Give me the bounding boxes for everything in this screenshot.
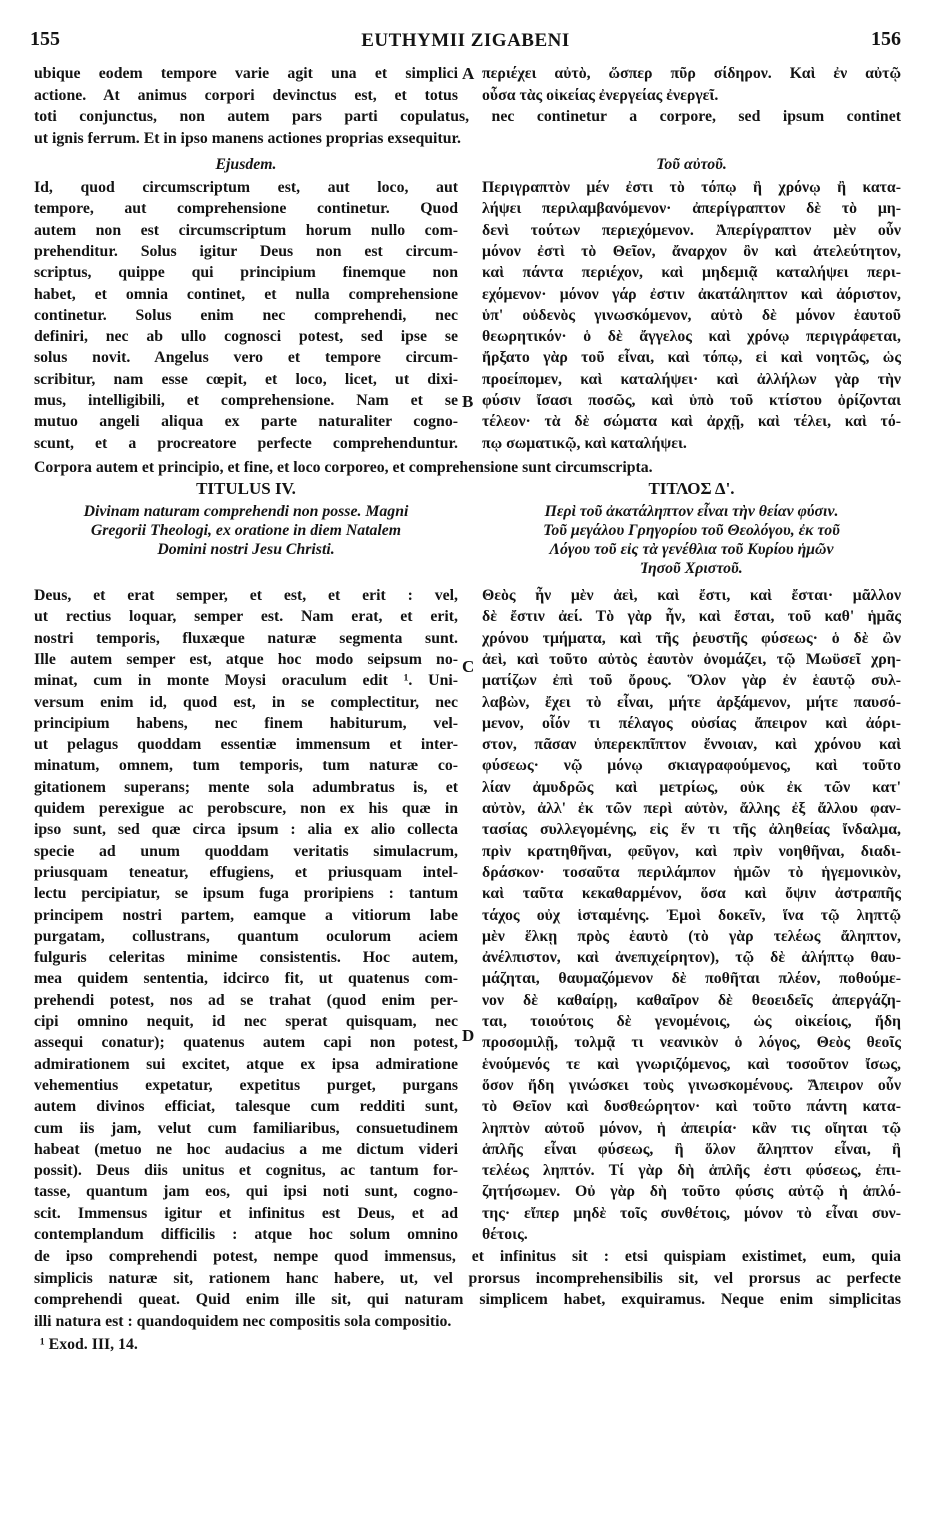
latin-line: principium habens, nec finem habiturum, vel- <box>34 714 458 732</box>
title-greek: ΤΙΤΛΟΣ Δ'. <box>648 479 735 498</box>
full-line: simplicis naturæ sit, rationem hanc habere, ut, vel prorsus incomprehensibilis sit, vel prorsus ac perfecte <box>34 1269 901 1287</box>
latin-line: prehendi potest, nos ad se trahat (quod enim per- <box>34 991 458 1009</box>
latin-line: cum iis jam, velut cum familiaribus, consuetudinem <box>34 1119 458 1137</box>
greek-line: Θεὸς ἦν μὲν ἀεὶ, καὶ ἔστι, καὶ ἔσται· μᾶλλον <box>482 587 901 604</box>
section-title-latin: Ejusdem. <box>215 156 277 173</box>
greek-line: της· εἴπερ μηδὲ τοῖς συνθέτοις, μόνον τὸ εἶναι συν- <box>482 1204 901 1222</box>
greek-line: χρόνου τμήματα, καὶ τῆς ῥευστῆς φύσεως· ὁ δὲ ὢν <box>482 629 901 647</box>
greek-line: ζητήσωμεν. Οὐ γὰρ δὴ τοῦτο φύσις αὐτῷ ἡ ἁπλό- <box>482 1183 901 1201</box>
full-line: de ipso comprehendi potest, nempe quod immensus, et infinitus sit : etsi quispiam existimet, eum, quia <box>34 1248 901 1266</box>
latin-line: assequi conatur); quatenus autem capi non potest, <box>34 1034 458 1052</box>
footnote: ¹ Exod. III, 14. <box>40 1336 138 1354</box>
latin-line: principem nostri partem, eamque a vitiorum labe <box>34 906 458 924</box>
title-sub-greek: Ἰησοῦ Χριστοῦ. <box>640 560 743 577</box>
greek-line: στον, πᾶσαν ὑπερεκπῖπτον ἔννοιαν, καὶ χρόνου καὶ <box>482 736 901 754</box>
greek-line: τελέως ληπτόν. Τί γὰρ δὴ ἁπλῆς ἐστι φύσεως, ἐπι- <box>482 1162 901 1180</box>
latin-line: possit). Deus diis unitus et cognitus, ac tantum for- <box>34 1162 458 1180</box>
latin-line: ipso sunt, sed quæ circa ipsum : alia ex alio collecta <box>34 821 458 839</box>
greek-line: ἀνέλπιστον, καὶ ἀνεπιχείρητον), τῷ δὲ ἀλήπτῳ θαυ- <box>482 949 901 967</box>
greek-line: εχόμενον· μόνον γάρ ἐστιν ἀκατάληπτον καὶ ἀόριστον, <box>482 285 901 303</box>
running-title: EUTHYMII ZIGABENI <box>361 30 570 51</box>
latin-line: ut pelagus quoddam essentiæ immensum et inter- <box>34 736 458 754</box>
margin-marker: B <box>462 392 474 411</box>
full-line: toti conjunctus, non autem pars parti copulatus, nec continetur a corpore, sed ipsum continet <box>34 108 901 125</box>
latin-line: actione. At animus corpori devinctus est, et totus <box>34 86 458 104</box>
greek-line: πῳ σωματικῷ, καὶ καταλήψει. <box>482 434 687 452</box>
margin-marker: A <box>462 64 475 83</box>
greek-line: ἁπλῆς εἶναι φύσεως, ἢ ὅλον ἄληπτον εἶναι, ἢ <box>482 1140 901 1158</box>
latin-line: ut rectius loquar, semper est. Nam erat, et erit, <box>34 608 458 626</box>
latin-line: autem non est circumscriptum horum nullo com- <box>34 221 458 239</box>
margin-marker: C <box>462 657 475 676</box>
greek-line: τὸ Θεῖον καὶ δυσθεώρητον· καὶ τοῦτο πάντη κατα- <box>482 1098 901 1116</box>
greek-line: λαβὼν, ἔχει τὸ εἶναι, μήτε ἀρξάμενον, μήτε παυσό- <box>482 693 901 711</box>
greek-line: μόνον ἐστὶ τὸ Θεῖον, ἄναρχον ὂν καὶ ἀτελεύτητον, <box>482 242 901 260</box>
greek-line: οὖσα τὰς οἰκείας ἐνεργείας ἐνεργεῖ. <box>482 86 719 104</box>
latin-line: Deus, et erat semper, et est, et erit : vel, <box>34 587 458 604</box>
greek-line: ται, τοιούτοις δὲ γενομένοις, ὡς οἰκείοις, ἤδη <box>482 1013 901 1030</box>
latin-line: mea quidem sententia, idcirco fit, ut quatenus com- <box>34 970 458 988</box>
greek-line: δὲ ἔστιν ἀεί. Τὸ γὰρ ἦν, καὶ ἔσται, τοῦ καθ' ἡμᾶς <box>482 608 901 626</box>
latin-line: quidem perexigue ac perobscure, non ex his quæ in <box>34 800 458 817</box>
greek-line: ληπτὸν αὐτοῦ μόνον, ἡ ἀπειρία· κἂν τις οἴηται τῷ <box>482 1119 901 1137</box>
latin-line: habeat (metuo ne hoc audacius a me dictum videri <box>34 1140 458 1158</box>
greek-line: μενον, οἷόν τι πέλαγος οὐσίας ἄπειρον καὶ ἀόρι- <box>482 714 901 732</box>
greek-line: Περιγραπτὸν μέν ἐστι τὸ τόπῳ ἢ χρόνῳ ἢ κατα- <box>482 179 901 196</box>
greek-line: λήψει περιλαμβανόμενον· ἀπερίγραπτον δὲ τὸ μη- <box>482 200 901 218</box>
latin-line: specie ad unum quoddam veritatis simulacrum, <box>34 842 458 860</box>
margin-marker: D <box>462 1026 475 1045</box>
greek-line: ὑπ' οὐδενὸς γινωσκόμενον, αὐτὸ δὲ μόνον ἑαυτοῦ <box>482 306 901 324</box>
greek-line: φύσιν ἴσασι ποσῶς, καὶ ὑπὸ τοῦ κτίστου ὁρίζονται <box>482 392 901 409</box>
greek-line: τάχος οὐχ ἱσταμένης. Ἐμοὶ δοκεῖν, ἵνα τῷ ληπτῷ <box>482 906 901 924</box>
latin-line: versum enim id, quod est, in se complectitur, nec <box>34 693 458 711</box>
greek-line: καὶ πάντα περιέχον, καὶ μηδεμιᾷ καταλήψει περι- <box>482 264 901 282</box>
title-latin: TITULUS IV. <box>196 479 296 498</box>
latin-line: autem divinos efficiat, talesque cum redditi sunt, <box>34 1098 458 1116</box>
latin-line: tasse, quantum jam eos, qui ipsi noti sunt, cogno- <box>34 1183 458 1201</box>
title-sub-latin: Gregorii Theologi, ex oratione in diem Natalem <box>90 522 402 539</box>
latin-line: continetur. Solus enim nec comprehendi, nec <box>34 306 458 324</box>
greek-line: τέλεον· τὰ δὲ σώματα καὶ ἀρχῇ, καὶ τέλει, καὶ τό- <box>482 413 901 431</box>
greek-line: νον δὲ καθαίρῃ, καθαῖρον δὲ θεοειδεῖς ἀπεργάζη- <box>482 991 901 1009</box>
latin-line: tempore, aut comprehensione continetur. Quod <box>34 200 458 218</box>
latin-line: solus novit. Angelus vero et tempore circum- <box>34 349 458 367</box>
latin-line: cipi omnino nequit, id nec sperat quisquam, nec <box>34 1013 458 1030</box>
latin-line: lectu percipiatur, se ipsum fuga proripiens : tantum <box>34 885 458 903</box>
full-line: Corpora autem et principio, et fine, et loco corporeo, et comprehensione sunt circumscripta. <box>34 459 653 476</box>
latin-line: prehenditur. Solus igitur Deus non est circum- <box>34 242 458 260</box>
greek-line: τασίας συλλεγομένης, εἰς ἕν τι τῆς ἀληθείας ἴνδαλμα, <box>482 821 901 839</box>
latin-line: fulguris celeritas minime consistentis. Hoc autem, <box>34 949 458 967</box>
latin-line: mus, intelligibili, et comprehensione. Nam et se <box>34 392 458 409</box>
page-number-right: 156 <box>871 28 901 50</box>
latin-line: gitationem superans; mente sola adumbratus is, et <box>34 778 458 796</box>
page-number-left: 155 <box>30 28 60 50</box>
latin-line: priusquam teneatur, effugiens, et priusquam intel- <box>34 863 458 881</box>
latin-line: scriptus, quippe qui principium finemque non <box>34 264 458 282</box>
greek-line: δενὶ τούτων περιεχόμενον. Ἀπερίγραπτον μὲν οὖν <box>482 221 901 239</box>
title-sub-latin: Divinam naturam comprehendi non posse. Magni <box>83 503 409 520</box>
greek-line: ἑνούμενός τε καὶ γνωριζόμενος, καὶ τοσοῦτον ἴσως, <box>482 1055 901 1073</box>
latin-line: ubique eodem tempore varie agit una et simplici <box>34 65 458 82</box>
latin-line: habet, et omnia continet, et nulla comprehensione <box>34 285 458 303</box>
greek-line: δράσκον· τοσαῦτα περιλάμπον ἡμῶν τὸ ἡγεμονικὸν, <box>482 863 901 881</box>
title-sub-latin: Domini nostri Jesu Christi. <box>157 541 335 558</box>
title-sub-greek: Τοῦ μεγάλου Γρηγορίου τοῦ Θεολόγου, ἐκ τοῦ <box>543 522 840 539</box>
greek-line: αὐτὸν, ἀλλ' ἐκ τῶν περὶ αὐτὸν, ἄλλης ἐξ ἄλλου φαν- <box>482 800 901 817</box>
latin-line: nostri temporis, fluxæque naturæ segmenta sunt. <box>34 629 458 647</box>
greek-line: θεωρητικόν· ὁ δὲ ἄγγελος καὶ χρόνῳ περιγράφεται, <box>482 328 901 346</box>
page-header <box>30 28 901 58</box>
title-sub-greek: Περὶ τοῦ ἀκατάληπτον εἶναι τὴν θείαν φύσιν. <box>544 503 839 520</box>
latin-line: minatum, omnem, tum temporis, tum naturæ co- <box>34 757 458 775</box>
title-sub-greek: Λόγου τοῦ εἰς τὰ γενέθλια τοῦ Κυρίου ἡμῶν <box>549 541 834 558</box>
latin-line: Id, quod circumscriptum est, aut loco, aut <box>34 179 458 196</box>
latin-line: contemplandum difficilis : atque hoc solum omnino <box>34 1226 458 1243</box>
greek-line: περιέχει αὐτὸ, ὥσπερ πῦρ σίδηρον. Καὶ ἐν αὐτῷ <box>482 65 901 82</box>
greek-line: προείπομεν, καὶ καταλήψει· καὶ ἀλλήλων γὰρ τὴν <box>482 370 901 388</box>
latin-line: scit. Immensus igitur et infinitus est Deus, et ad <box>34 1204 458 1222</box>
latin-line: scunt, et a procreatore perfecte comprehenduntur. <box>34 434 458 452</box>
greek-line: μὲν ἕλκῃ πρὸς ἑαυτὸ (τὸ γὰρ τελέως ἄληπτον, <box>482 927 901 945</box>
greek-line: μάζηται, θαυμαζόμενον δὲ ποθῆται πλέον, ποθούμε- <box>482 970 901 988</box>
latin-line: vehementius expetatur, expetitus purget, purgans <box>34 1076 458 1094</box>
greek-line: προσομιλῇ, τολμᾷ τι νεανικὸν ὁ λόγος, Θεὸς θεοῖς <box>482 1034 901 1052</box>
greek-line: ἤρξατο γὰρ τοῦ εἶναι, καὶ τόπῳ, εἰ καὶ νοητῶς, ὡς <box>482 349 901 367</box>
greek-line: καὶ ταῦτα κεκαθαρμένον, ὅσα καὶ ὄψιν ἀστραπῆς <box>482 885 901 903</box>
latin-line: mutuo angeli aliqua ex parte naturaliter cogno- <box>34 413 458 431</box>
greek-line: θέτοις. <box>482 1226 528 1243</box>
greek-line: φύσεως· νῷ μόνῳ σκιαγραφούμενος, καὶ τοῦτο <box>482 757 901 775</box>
full-line: illi natura est : quandoquidem nec compositis sola compositio. <box>34 1312 452 1330</box>
latin-line: minat, cum in monte Moysi oraculum edit ¹. Uni- <box>34 672 458 690</box>
greek-line: ματίζων ἐπὶ τοῦ ὄρους. Ὅλον γὰρ ἐν ἑαυτῷ συλ- <box>482 672 901 690</box>
latin-line: scribitur, nam esse cœpit, et loco, licet, ut dixi- <box>34 370 458 388</box>
latin-line: Ille autem semper est, atque hoc modo seipsum no- <box>34 650 458 668</box>
greek-line: πρὶν κρατηθῆναι, φεῦγον, καὶ πρὶν νοηθῆναι, διαδι- <box>482 842 901 860</box>
latin-line: purgatam, collustrans, quantum oculorum aciem <box>34 927 458 945</box>
greek-line: λίαν ἀμυδρῶς καὶ μετρίως, οὐκ ἐκ τῶν κατ' <box>482 778 901 796</box>
full-line: ut ignis ferrum. Et in ipso manens actiones proprias exsequitur. <box>34 129 461 147</box>
full-line: comprehendi queat. Quid enim ille sit, qui naturam simplicem habet, exquiramus. Neque enim simplicitas <box>34 1291 901 1309</box>
latin-line: definiri, nec ab ullo cognosci potest, sed ipse se <box>34 328 458 346</box>
section-title-greek: Τοῦ αὐτοῦ. <box>656 156 727 173</box>
greek-line: ὅσον ἤδη γινώσκει τοὺς γινωσκομένους. Ἄπειρον οὖν <box>482 1076 901 1094</box>
greek-line: ἀεὶ, καὶ τοῦτο αὐτὸς ἑαυτὸν ὀνομάζει, τῷ Μωϋσεῖ χρη- <box>482 650 901 668</box>
latin-line: admirationem sui excitet, atque ex ipsa admiratione <box>34 1055 458 1073</box>
